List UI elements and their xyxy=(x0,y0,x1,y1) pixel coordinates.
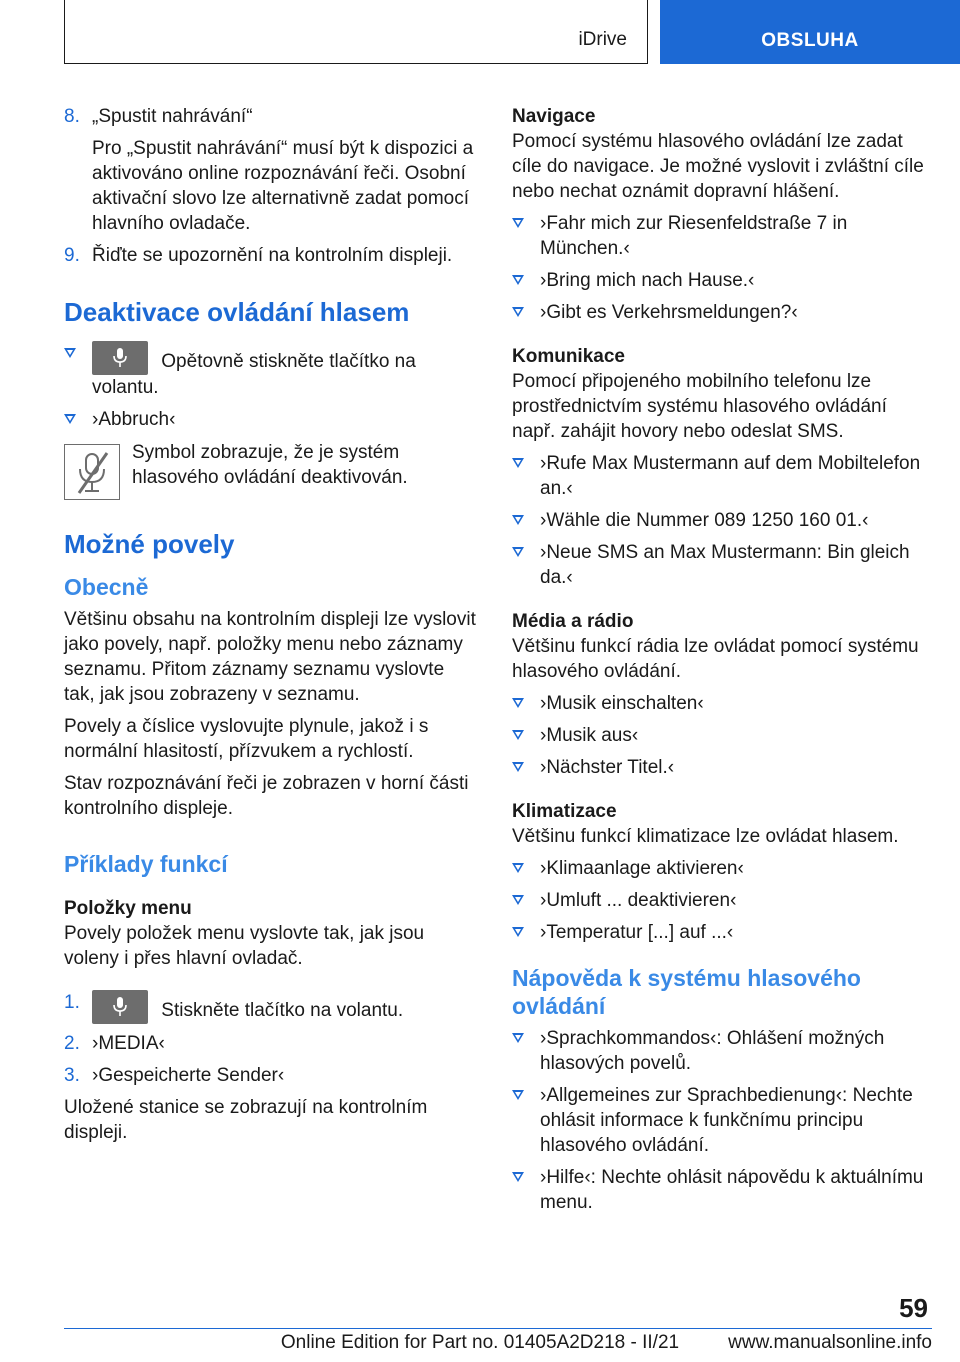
bullet-text: ›Wähle die Nummer 089 1250 160 01.‹ xyxy=(540,510,869,531)
navigation-heading: Navigace xyxy=(512,106,596,127)
triangle-bullet-icon xyxy=(512,307,524,317)
triangle-bullet-icon xyxy=(64,348,76,358)
bullet-text: ›Sprachkommandos‹: Ohlášení možných hlasových povelů. xyxy=(540,1028,885,1074)
microphone-crossed-icon xyxy=(64,444,120,500)
step-title: „Spustit nahrávání“ xyxy=(92,106,253,127)
header-chapter-tab: OBSLUHA xyxy=(660,0,960,64)
triangle-bullet-icon xyxy=(512,1172,524,1182)
menu-items-heading: Položky menu xyxy=(64,898,192,919)
deactivation-bullet-button xyxy=(64,341,478,400)
microphone-icon xyxy=(112,347,128,369)
step-number: 2. xyxy=(64,1033,80,1054)
footer-text xyxy=(0,1330,960,1355)
saved-stations-text: Uložené stanice se zobrazují na kontrolním displeji. xyxy=(64,1097,428,1143)
bullet-text: ›Bring mich nach Hause.‹ xyxy=(540,270,755,291)
step-text: Stiskněte tlačítko na volantu. xyxy=(161,1000,404,1021)
bullet-text: ›Neue SMS an Max Mustermann: Bin gleich da.‹ xyxy=(540,542,910,588)
triangle-bullet-icon xyxy=(512,762,524,772)
list-item xyxy=(512,691,932,716)
step-text: Řiďte se upozornění na kontrolním displeji. xyxy=(92,245,453,266)
menu-items-text: Povely položek menu vyslovte tak, jak jsou voleny i přes hlavní ovladač. xyxy=(64,923,425,969)
step-number: 3. xyxy=(64,1065,80,1086)
list-item xyxy=(512,211,932,261)
steering-wheel-mic-button-icon xyxy=(92,990,148,1024)
general-heading: Obecně xyxy=(64,574,149,600)
triangle-bullet-icon xyxy=(512,1090,524,1100)
bullet-text: ›Musik aus‹ xyxy=(540,725,639,746)
general-paragraph-1: Většinu obsahu na kontrolním displeji lze vyslovit jako povely, např. položky menu nebo záznamy seznamu. Přitom záznamy seznamu vyslovte tak, jak jsou zobrazeny v seznamu. xyxy=(64,609,476,705)
page-number: 59 xyxy=(899,1293,928,1323)
bullet-text: ›Temperatur [...] auf ...‹ xyxy=(540,922,734,943)
bullet-text: ›Hilfe‹: Nechte ohlásit nápovědu k aktuálnímu menu. xyxy=(540,1167,924,1213)
list-item xyxy=(512,888,932,913)
header-section-title: iDrive xyxy=(578,29,627,50)
bullet-text: ›Umluft ... deaktivieren‹ xyxy=(540,890,737,911)
list-item xyxy=(512,920,932,945)
list-item xyxy=(512,268,932,293)
triangle-bullet-icon xyxy=(512,547,524,557)
general-paragraph-3: Stav rozpoznávání řeči je zobrazen v horní části kontrolního displeje. xyxy=(64,773,469,819)
example-step-3 xyxy=(64,1063,478,1088)
step-number: 8. xyxy=(64,106,80,127)
deactivation-heading: Deaktivace ovládání hlasem xyxy=(64,297,410,327)
page-header xyxy=(0,0,960,66)
media-heading: Média a rádio xyxy=(512,611,634,632)
step-number: 1. xyxy=(64,992,80,1013)
triangle-bullet-icon xyxy=(512,698,524,708)
bullet-text: ›Rufe Max Mustermann auf dem Mobiltelefon an.‹ xyxy=(540,453,921,499)
general-paragraph-2: Povely a číslice vyslovujte plynule, jakož i s normální hlasitostí, přízvukem a rychlostí. xyxy=(64,716,429,762)
bullet-text: Opětovně stiskněte tlačítko na volantu. xyxy=(92,351,416,398)
right-column xyxy=(512,104,932,1222)
examples-heading: Příklady funkcí xyxy=(64,851,228,877)
list-item xyxy=(512,1026,932,1076)
bullet-text: ›Musik einschalten‹ xyxy=(540,693,704,714)
steering-wheel-mic-button-icon xyxy=(92,341,148,375)
triangle-bullet-icon xyxy=(512,730,524,740)
left-column xyxy=(64,104,478,1152)
list-item xyxy=(512,540,932,590)
help-heading: Nápověda k systému hlasového ovládání xyxy=(512,965,861,1019)
bullet-text: ›Abbruch‹ xyxy=(92,409,176,430)
header-section-box xyxy=(64,0,648,64)
list-item xyxy=(512,856,932,881)
edition-text: Online Edition for Part no. 01405A2D218 - II/21 xyxy=(280,1332,680,1353)
microphone-icon xyxy=(112,996,128,1018)
triangle-bullet-icon xyxy=(64,414,76,424)
triangle-bullet-icon xyxy=(512,218,524,228)
symbol-text: Symbol zobrazuje, že je systém hlasového ovládání deaktivován. xyxy=(132,442,408,488)
site-link[interactable]: www.manualsonline.info xyxy=(728,1332,932,1353)
triangle-bullet-icon xyxy=(512,895,524,905)
step-8-text: Pro „Spustit nahrávání“ musí být k dispozici a aktivováno online rozpoznávání řeči. Osobní aktivační slovo lze alternativně zadat pomocí hlavního ovladače. xyxy=(92,138,474,234)
triangle-bullet-icon xyxy=(512,927,524,937)
bullet-text: ›Fahr mich zur Riesenfeldstraße 7 in München.‹ xyxy=(540,213,848,259)
media-text: Většinu funkcí rádia lze ovládat pomocí systému hlasového ovládání. xyxy=(512,636,919,682)
triangle-bullet-icon xyxy=(512,275,524,285)
list-item xyxy=(512,1165,932,1215)
triangle-bullet-icon xyxy=(512,458,524,468)
deactivated-symbol-row xyxy=(64,440,478,500)
list-item xyxy=(512,1083,932,1158)
communication-heading: Komunikace xyxy=(512,346,625,367)
step-9 xyxy=(64,243,478,268)
triangle-bullet-icon xyxy=(512,1033,524,1043)
bullet-text: ›Gibt es Verkehrsmeldungen?‹ xyxy=(540,302,798,323)
navigation-text: Pomocí systému hlasového ovládání lze zadat cíle do navigace. Je možné vyslovit i zvláštní cíle nebo nechat oznámit dopravní hlášení. xyxy=(512,131,924,202)
example-step-2 xyxy=(64,1031,478,1056)
list-item xyxy=(512,755,932,780)
triangle-bullet-icon xyxy=(512,863,524,873)
step-text: ›MEDIA‹ xyxy=(92,1033,165,1054)
list-item xyxy=(512,300,932,325)
example-step-1 xyxy=(64,990,478,1024)
bullet-text: ›Nächster Titel.‹ xyxy=(540,757,675,778)
list-item xyxy=(512,723,932,748)
bullet-text: ›Allgemeines zur Sprachbedienung‹: Nechte ohlásit informace k funkčnímu principu hlasového ovládání. xyxy=(540,1085,913,1156)
deactivation-bullet-command xyxy=(64,407,478,432)
communication-text: Pomocí připojeného mobilního telefonu lze prostřednictvím systému hlasového ovládání např. zahájit hovory nebo odeslat SMS. xyxy=(512,371,887,442)
step-text: ›Gespeicherte Sender‹ xyxy=(92,1065,285,1086)
footer-rule xyxy=(64,1328,932,1329)
bullet-text: ›Klimaanlage aktivieren‹ xyxy=(540,858,744,879)
list-item xyxy=(512,451,932,501)
step-8 xyxy=(64,104,478,129)
triangle-bullet-icon xyxy=(512,515,524,525)
step-number: 9. xyxy=(64,245,80,266)
list-item xyxy=(512,508,932,533)
climate-text: Většinu funkcí klimatizace lze ovládat hlasem. xyxy=(512,826,899,847)
commands-heading: Možné povely xyxy=(64,529,235,559)
climate-heading: Klimatizace xyxy=(512,801,617,822)
